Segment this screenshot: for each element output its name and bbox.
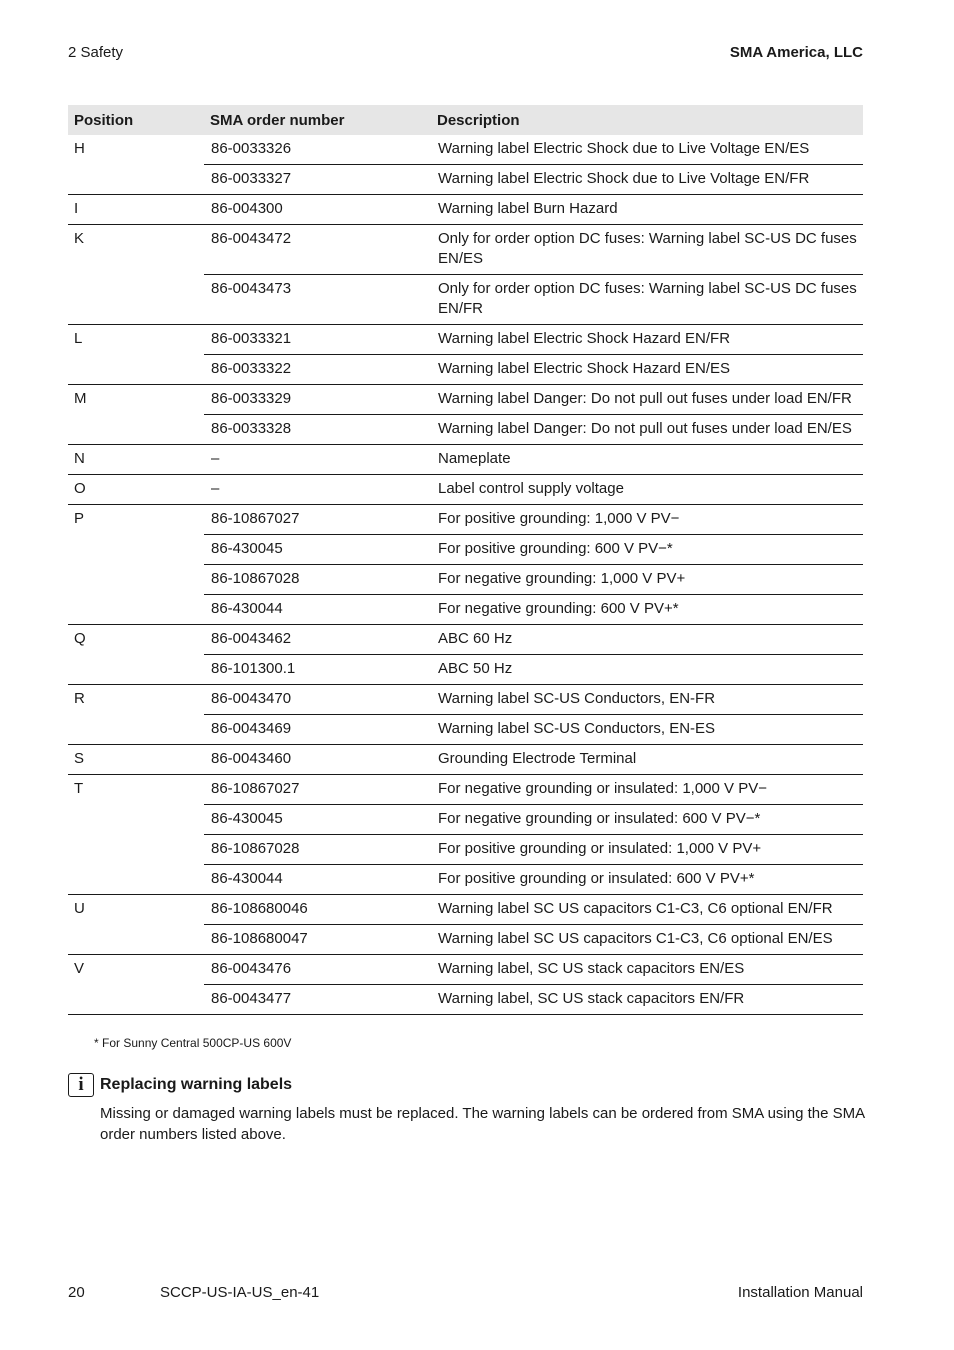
cell-order-number: –	[204, 445, 431, 475]
cell-description: Warning label Burn Hazard	[431, 195, 863, 225]
cell-description: Warning label, SC US stack capacitors EN/FR	[431, 985, 863, 1015]
cell-order-number: 86-430045	[204, 535, 431, 565]
cell-description: Warning label SC US capacitors C1-C3, C6 optional EN/ES	[431, 925, 863, 955]
cell-position: P	[68, 505, 204, 535]
cell-order-number: 86-0043470	[204, 685, 431, 715]
info-icon: i	[68, 1073, 94, 1097]
cell-order-number: 86-430045	[204, 805, 431, 835]
table-row	[68, 655, 863, 685]
cell-description: Warning label Danger: Do not pull out fuses under load EN/ES	[431, 415, 863, 445]
table-row	[68, 275, 863, 325]
cell-order-number: 86-10867027	[204, 775, 431, 805]
cell-order-number: 86-0043469	[204, 715, 431, 745]
cell-order-number: 86-108680046	[204, 895, 431, 925]
cell-order-number: 86-0033327	[204, 165, 431, 195]
cell-description: Warning label SC US capacitors C1-C3, C6 optional EN/FR	[431, 895, 863, 925]
table-row	[68, 385, 863, 415]
cell-order-number: 86-004300	[204, 195, 431, 225]
cell-position	[68, 835, 204, 865]
column-header-description: Description	[431, 105, 863, 135]
cell-description: For positive grounding: 600 V PV−*	[431, 535, 863, 565]
footer-page-number: 20	[68, 1284, 85, 1301]
table-row	[68, 625, 863, 655]
order-number-table	[68, 105, 863, 1015]
table-row	[68, 685, 863, 715]
cell-description: Label control supply voltage	[431, 475, 863, 505]
cell-description: For positive grounding or insulated: 600 V PV+*	[431, 865, 863, 895]
cell-position	[68, 275, 204, 325]
cell-position	[68, 865, 204, 895]
cell-description: For negative grounding or insulated: 600 V PV−*	[431, 805, 863, 835]
cell-description: ABC 50 Hz	[431, 655, 863, 685]
cell-order-number: 86-0033328	[204, 415, 431, 445]
cell-position	[68, 925, 204, 955]
header-section: 2 Safety	[68, 44, 124, 61]
cell-position: R	[68, 685, 204, 715]
cell-description: Warning label Electric Shock due to Live Voltage EN/ES	[438, 140, 810, 157]
cell-order-number: 86-0043460	[204, 745, 431, 775]
cell-description: Warning label Electric Shock Hazard EN/ES	[431, 355, 863, 385]
cell-position	[68, 715, 204, 745]
table-row	[68, 165, 863, 195]
cell-order-number: 86-0043462	[204, 625, 431, 655]
table-row	[68, 805, 863, 835]
table-row	[68, 715, 863, 745]
cell-position	[68, 535, 204, 565]
cell-description: For positive grounding or insulated: 1,000 V PV+	[431, 835, 863, 865]
table-row	[68, 565, 863, 595]
cell-position	[68, 165, 204, 195]
info-title: Replacing warning labels	[100, 1076, 293, 1093]
cell-position: I	[68, 195, 204, 225]
cell-position	[68, 655, 204, 685]
cell-position	[68, 565, 204, 595]
cell-order-number: 86-0043477	[204, 985, 431, 1015]
cell-order-number: 86-10867027	[204, 505, 431, 535]
cell-order-number: 86-10867028	[204, 835, 431, 865]
cell-order-number: 86-0043472	[204, 225, 431, 275]
table-row	[68, 535, 863, 565]
cell-description: Warning label Electric Shock due to Live Voltage EN/FR	[431, 165, 863, 195]
table-row	[68, 135, 863, 165]
cell-description: Grounding Electrode Terminal	[431, 745, 863, 775]
table-row	[68, 895, 863, 925]
cell-description: ABC 60 Hz	[431, 625, 863, 655]
cell-position: S	[68, 745, 204, 775]
cell-order-number: 86-108680047	[204, 925, 431, 955]
column-header-order-number: SMA order number	[204, 105, 431, 135]
cell-order-number: 86-0033329	[204, 385, 431, 415]
table-row	[68, 775, 863, 805]
cell-description: Nameplate	[431, 445, 863, 475]
cell-order-number: 86-101300.1	[204, 655, 431, 685]
cell-position	[68, 595, 204, 625]
footer-document-id: SCCP-US-IA-US_en-41	[160, 1284, 320, 1301]
column-header-position: Position	[68, 105, 204, 135]
cell-description: Only for order option DC fuses: Warning label SC-US DC fuses EN/FR	[431, 275, 863, 325]
cell-position	[68, 805, 204, 835]
table-row	[68, 505, 863, 535]
cell-description: Warning label Electric Shock Hazard EN/FR	[431, 325, 863, 355]
table-row	[68, 225, 863, 275]
cell-position: H	[74, 140, 85, 157]
table-header-row	[68, 105, 863, 135]
cell-description: Warning label Danger: Do not pull out fuses under load EN/FR	[431, 385, 863, 415]
cell-description: For positive grounding: 1,000 V PV−	[431, 505, 863, 535]
table-row	[68, 835, 863, 865]
cell-position: O	[68, 475, 204, 505]
table-row	[68, 595, 863, 625]
table-row	[68, 925, 863, 955]
cell-position: K	[68, 225, 204, 275]
cell-description: Warning label SC-US Conductors, EN-ES	[431, 715, 863, 745]
cell-order-number: 86-430044	[204, 865, 431, 895]
table-row	[68, 195, 863, 225]
cell-order-number: 86-0033321	[204, 325, 431, 355]
info-body: Missing or damaged warning labels must be replaced. The warning labels can be ordered from SMA using the SMA order numbers listed above.	[100, 1105, 865, 1143]
cell-position: T	[68, 775, 204, 805]
cell-position: M	[68, 385, 204, 415]
cell-order-number: 86-0033322	[204, 355, 431, 385]
cell-order-number: 86-0033326	[211, 140, 292, 157]
cell-order-number: 86-10867028	[204, 565, 431, 595]
table-row	[68, 415, 863, 445]
cell-position: Q	[68, 625, 204, 655]
cell-position: V	[68, 955, 204, 985]
table-row	[68, 745, 863, 775]
table-row	[68, 475, 863, 505]
cell-position: N	[68, 445, 204, 475]
cell-description: Warning label SC-US Conductors, EN-FR	[431, 685, 863, 715]
cell-order-number: 86-0043476	[204, 955, 431, 985]
cell-position	[68, 355, 204, 385]
cell-position	[68, 985, 204, 1015]
table-row	[68, 865, 863, 895]
cell-order-number: –	[204, 475, 431, 505]
cell-description: For negative grounding: 1,000 V PV+	[431, 565, 863, 595]
cell-order-number: 86-430044	[204, 595, 431, 625]
table-row	[68, 445, 863, 475]
footnote: * For Sunny Central 500CP-US 600V	[94, 1036, 292, 1050]
table-row	[68, 955, 863, 985]
cell-position	[68, 415, 204, 445]
cell-order-number: 86-0043473	[204, 275, 431, 325]
table-row	[68, 325, 863, 355]
table-row	[68, 355, 863, 385]
footer-document-type: Installation Manual	[737, 1284, 863, 1301]
table-row	[68, 985, 863, 1015]
cell-description: Only for order option DC fuses: Warning label SC-US DC fuses EN/ES	[431, 225, 863, 275]
header-company: SMA America, LLC	[729, 44, 863, 61]
cell-description: For negative grounding: 600 V PV+*	[431, 595, 863, 625]
cell-description: For negative grounding or insulated: 1,000 V PV−	[431, 775, 863, 805]
cell-position: L	[68, 325, 204, 355]
cell-description: Warning label, SC US stack capacitors EN/ES	[431, 955, 863, 985]
cell-position: U	[68, 895, 204, 925]
